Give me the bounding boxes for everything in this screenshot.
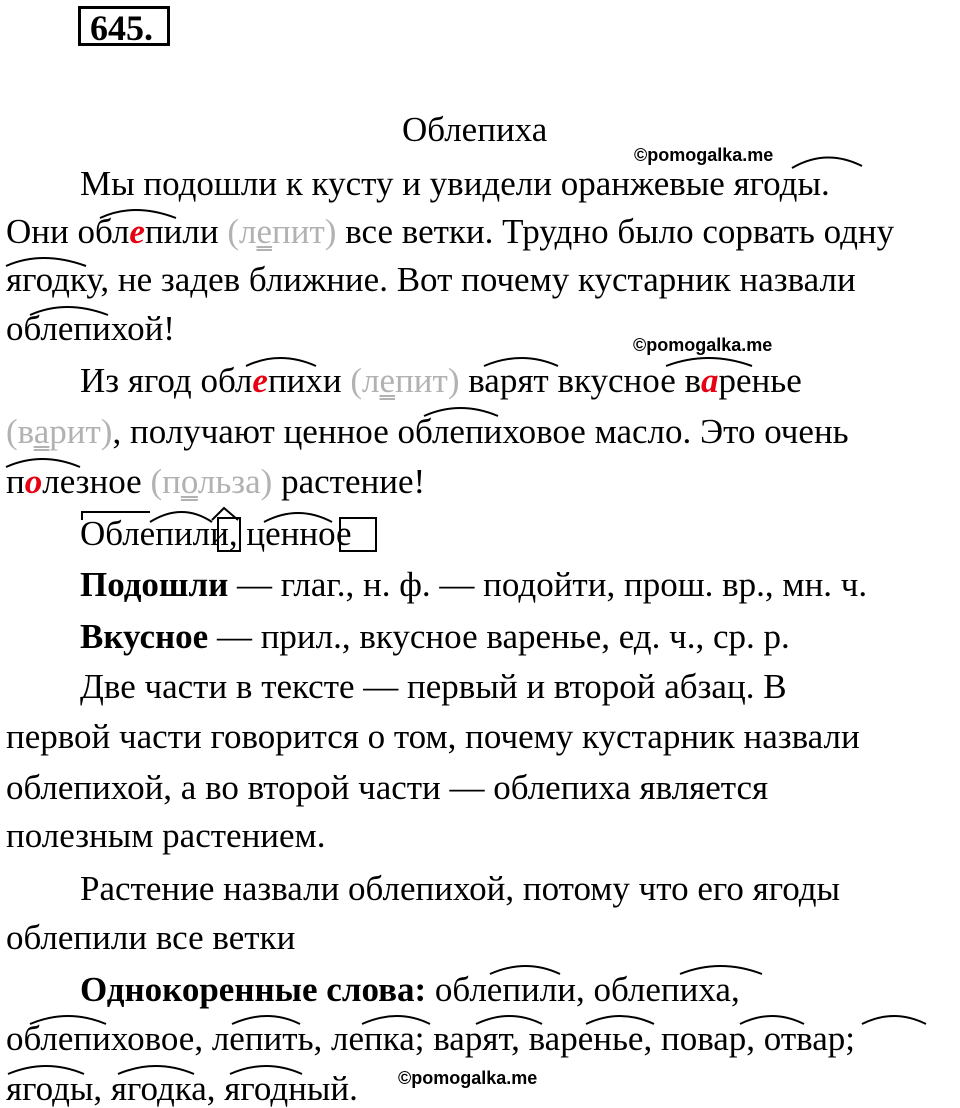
p1-line-4: облепихой! [6, 309, 175, 348]
exercise-number: 645. [90, 8, 153, 48]
reason-line-2: облепили все ветки [6, 918, 296, 957]
check-word: (лепит) [350, 361, 460, 400]
p2-line-3: полезное (польза) растение! [6, 462, 426, 501]
morpheme-analysis: Облепили, ценное [80, 514, 352, 553]
check-word: (варит) [6, 412, 113, 451]
p1-line-1: Мы подошли к кусту и увидели оранжевые ягоды. [80, 164, 830, 203]
watermark: ©pomogalka.me [634, 145, 774, 165]
parts-line-1: Две части в тексте — первый и второй абзац. В [80, 667, 787, 706]
parts-line-3: облепихой, а во второй части — облепиха является [6, 768, 769, 807]
check-word: (польза) [150, 462, 273, 501]
analysis-line-2: Вкусное — прил., вкусное варенье, ед. ч., ср. р. [80, 617, 790, 656]
exercise-number-box [78, 6, 170, 46]
root-arc [862, 1016, 926, 1024]
p2-line-2: (варит), получают ценное облепиховое масло. Это очень [6, 412, 849, 451]
p1-line-3: ягодку, не задев ближние. Вот почему кустарник назвали [6, 260, 856, 299]
p2-line-1: Из ягод облепихи (лепит) варят вкусное варенье [80, 361, 802, 400]
cognates-line-1: Однокоренные слова: облепили, облепиха, [80, 970, 740, 1009]
parts-line-2: первой части говорится о том, почему кустарник назвали [6, 717, 860, 756]
parts-line-4: полезным растением. [6, 816, 326, 855]
cognates-line-3: ягоды, ягодка, ягодный. [6, 1069, 358, 1108]
p1-line-2: Они облепили (лепит) все ветки. Трудно было сорвать одну [6, 212, 895, 251]
cognates-line-2: облепиховое, лепить, лепка; варят, варенье, повар, отвар; [6, 1019, 855, 1058]
watermark: ©pomogalka.me [633, 335, 773, 355]
text-title: Облепиха [402, 110, 548, 149]
analysis-line-1: Подошли — глаг., н. ф. — подойти, прош. вр., мн. ч. [80, 565, 868, 604]
watermark: ©pomogalka.me [398, 1068, 538, 1088]
check-word: (лепит) [227, 212, 337, 251]
reason-line-1: Растение назвали облепихой, потому что его ягоды [80, 869, 841, 908]
